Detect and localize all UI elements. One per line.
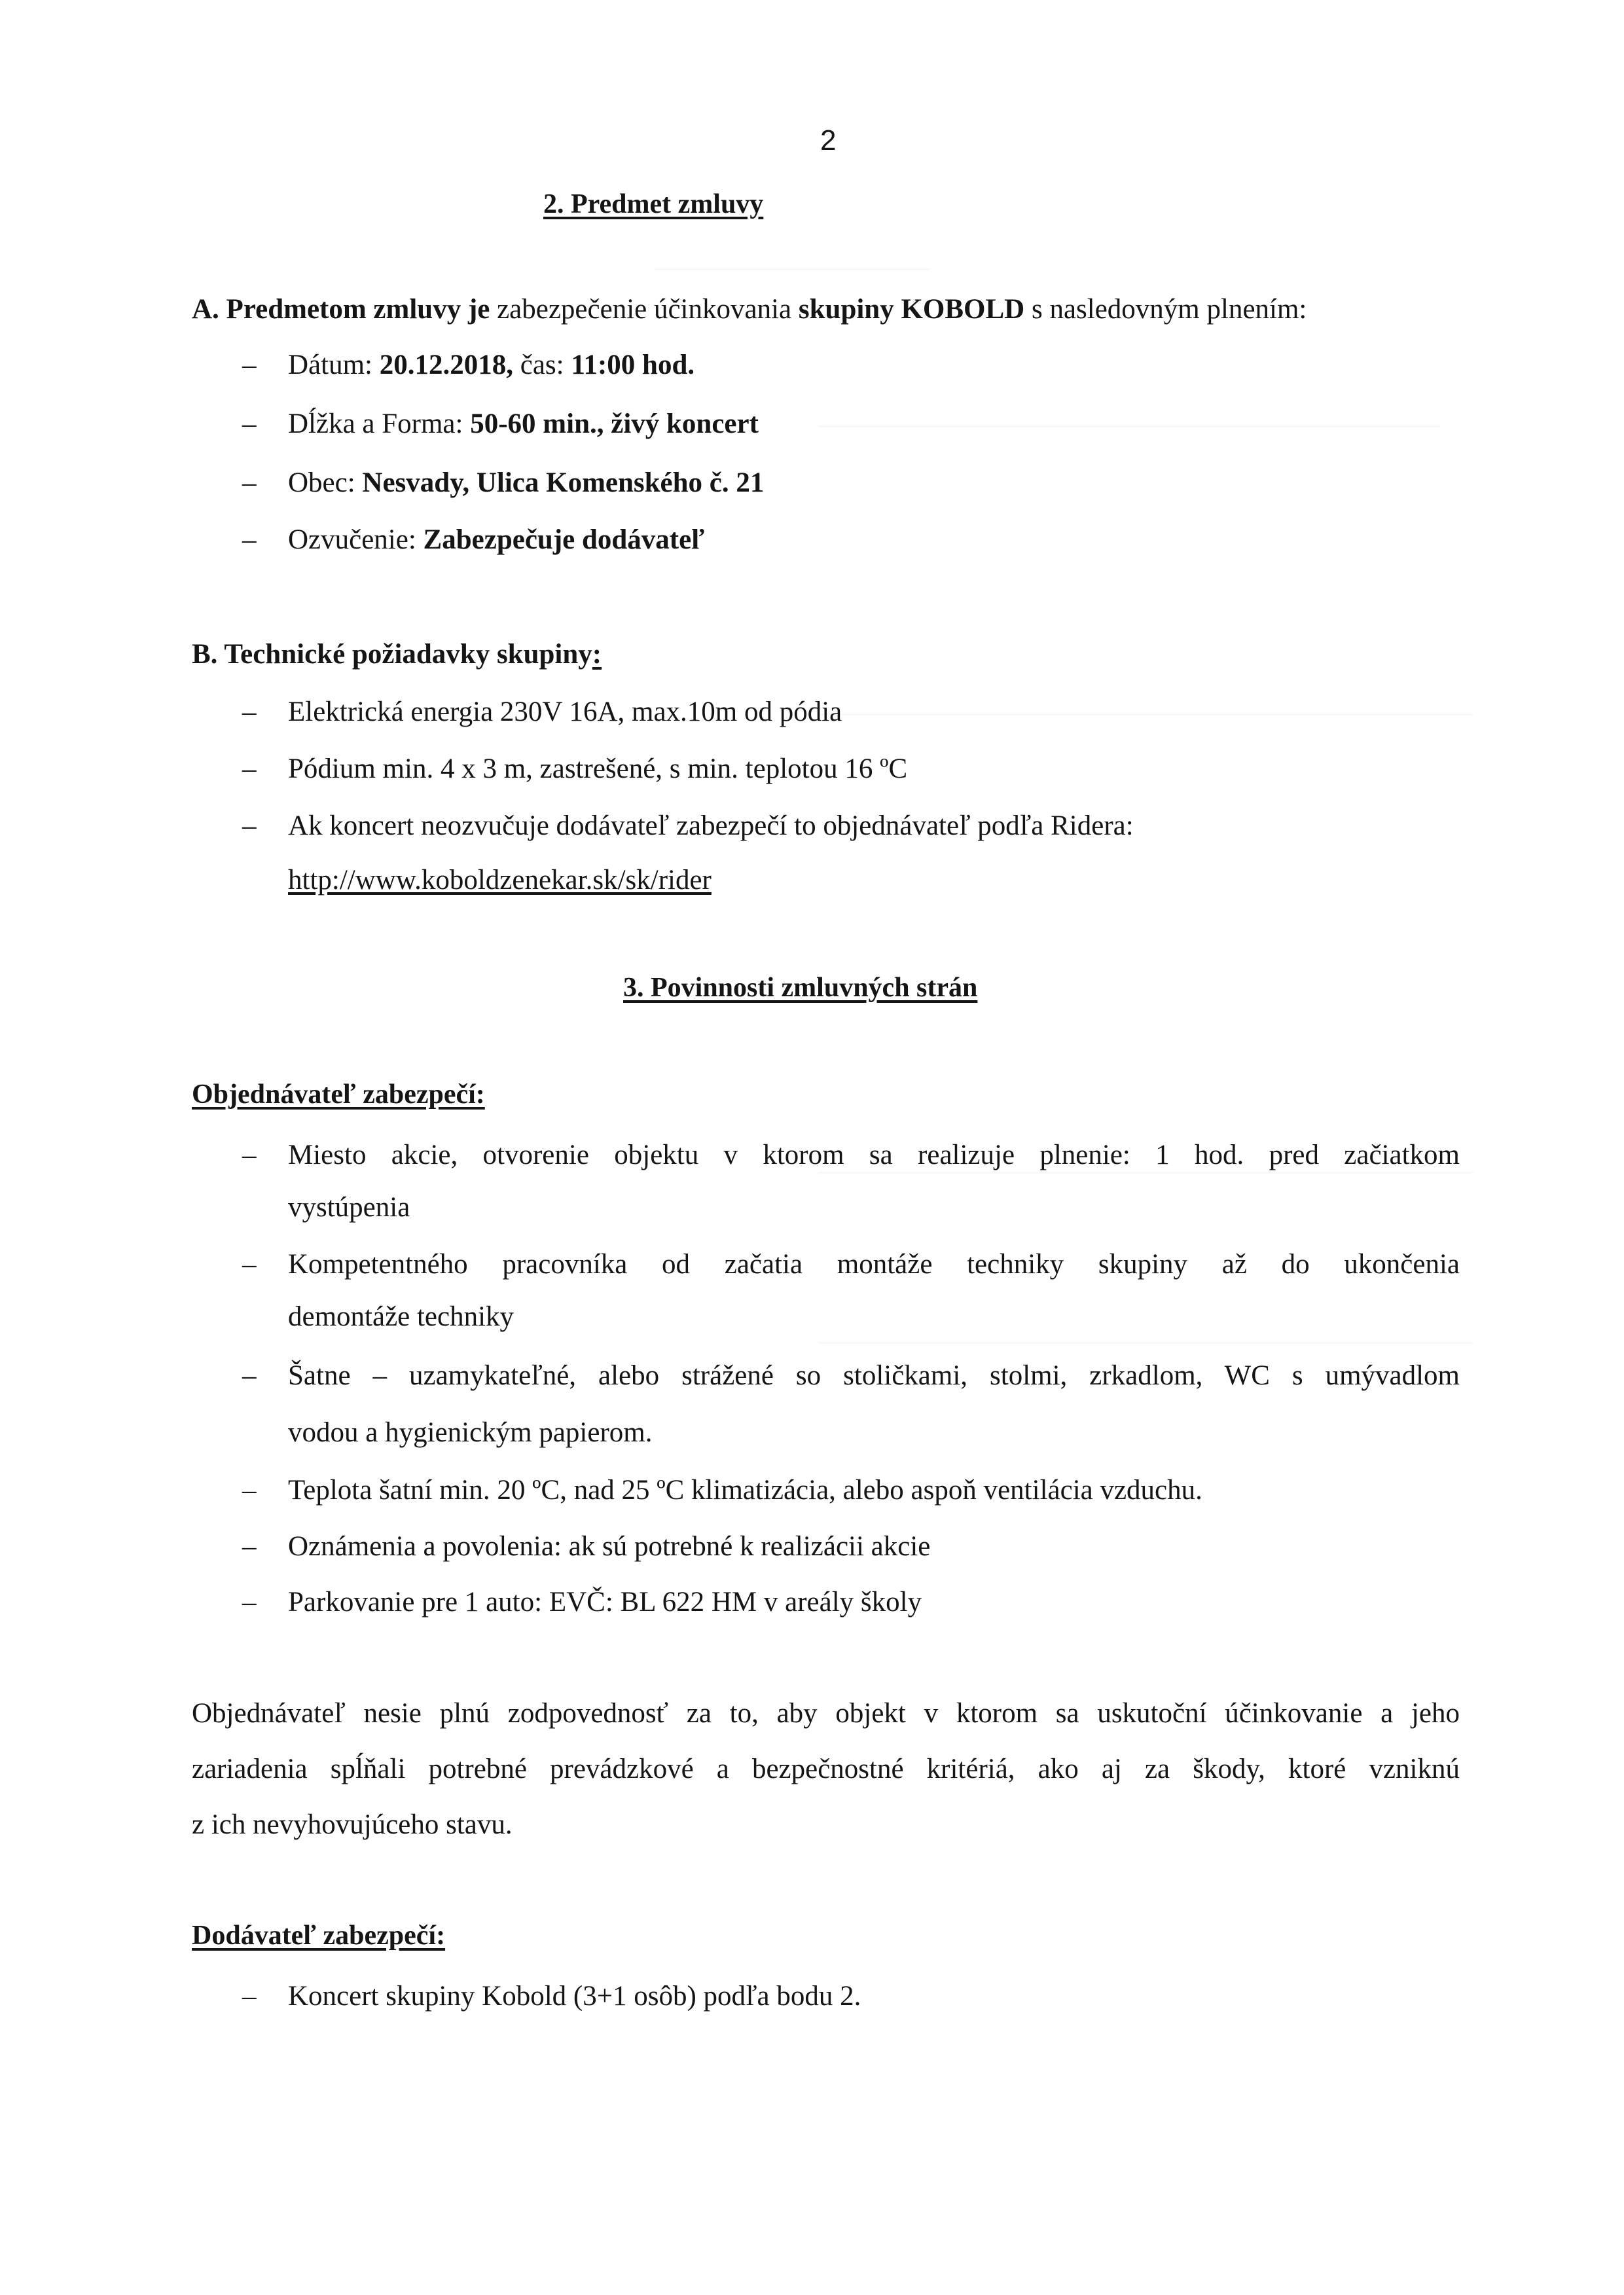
rider-link[interactable]: http://www.koboldzenekar.sk/sk/rider — [288, 865, 712, 895]
item-text: Parkovanie pre 1 auto: EVČ: BL 622 HM v areály školy — [288, 1587, 922, 1617]
dash-bullet: – — [242, 696, 257, 727]
scan-show-through — [818, 1172, 1473, 1174]
dash-bullet: – — [242, 467, 257, 498]
responsibility-line2: zariadenia spĺňali potrebné prevádzkové a bezpečnostné kritériá, ako aj za škody, ktoré vzniknú — [192, 1754, 1460, 1784]
supplier-heading: Dodávateľ zabezpečí: — [192, 1921, 446, 1951]
item-text-line2: vodou a hygienickým papierom. — [288, 1417, 653, 1448]
item-label: Dátum: — [288, 350, 380, 380]
scan-show-through — [818, 714, 1473, 715]
scan-show-through — [655, 268, 929, 270]
item-text: Koncert skupiny Kobold (3+1 osôb) podľa bodu 2. — [288, 1981, 861, 2012]
item-text-line1: Šatne – uzamykateľné, alebo strážené so stoličkami, stolmi, zrkadlom, WC s umývadlom — [288, 1360, 1460, 1391]
item-text: Oznámenia a povolenia: ak sú potrebné k realizácii akcie — [288, 1531, 931, 1562]
dash-bullet: – — [242, 1249, 257, 1280]
responsibility-line1: Objednávateľ nesie plnú zodpovednosť za to, aby objekt v ktorom sa uskutoční účinkovanie a jeho — [192, 1698, 1460, 1729]
item-text-line2: vystúpenia — [288, 1192, 410, 1223]
section-a-text: zabezpečenie účinkovania — [490, 294, 799, 325]
item-label: čas: — [513, 350, 571, 380]
section-a-suffix: s nasledovným plnením: — [1024, 294, 1307, 325]
item-text: Pódium min. 4 x 3 m, zastrešené, s min. teplotou 16 ºC — [288, 753, 908, 784]
dash-bullet: – — [242, 408, 257, 439]
page-number: 2 — [820, 124, 837, 156]
scan-show-through — [818, 425, 1440, 427]
responsibility-line3: z ich nevyhovujúceho stavu. — [192, 1809, 513, 1840]
item-value: Zabezpečuje dodávateľ — [423, 524, 705, 555]
dash-bullet: – — [242, 1360, 257, 1391]
section-a-intro — [192, 293, 1307, 325]
dash-bullet: – — [242, 350, 257, 380]
item-text-line1: Miesto akcie, otvorenie objektu v ktorom sa realizuje plnenie: 1 hod. pred začiatkom — [288, 1140, 1460, 1170]
section-3-title: 3. Povinnosti zmluvných strán — [623, 973, 978, 1003]
dash-bullet: – — [242, 1531, 257, 1562]
dash-bullet: – — [242, 1475, 257, 1506]
item-text: Teplota šatní min. 20 ºC, nad 25 ºC klimatizácia, alebo aspoň ventilácia vzduchu. — [288, 1475, 1202, 1506]
dash-bullet: – — [242, 753, 257, 784]
section-b-title: B. Technické požiadavky skupiny: — [192, 639, 602, 670]
section-a-label: A. Predmetom zmluvy je — [192, 294, 490, 325]
customer-heading: Objednávateľ zabezpečí: — [192, 1079, 485, 1110]
item-label: Obec: — [288, 467, 363, 498]
scan-show-through — [818, 1342, 1473, 1344]
item-value: 50-60 min., živý koncert — [470, 408, 759, 439]
item-label: Dĺžka a Forma: — [288, 408, 471, 439]
band-name: skupiny KOBOLD — [798, 294, 1025, 325]
item-value: 11:00 hod. — [571, 350, 695, 380]
item-text: Elektrická energia 230V 16A, max.10m od pódia — [288, 696, 842, 727]
dash-bullet: – — [242, 524, 257, 555]
dash-bullet: – — [242, 1140, 257, 1170]
item-label: Ozvučenie: — [288, 524, 424, 555]
dash-bullet: – — [242, 1587, 257, 1617]
item-text-line1: Kompetentného pracovníka od začatia montáže techniky skupiny až do ukončenia — [288, 1249, 1460, 1280]
item-text: Ak koncert neozvučuje dodávateľ zabezpečí to objednávateľ podľa Ridera: — [288, 810, 1134, 841]
dash-bullet: – — [242, 1981, 257, 2012]
item-value: Nesvady, Ulica Komenského č. 21 — [362, 467, 765, 498]
item-value: 20.12.2018, — [379, 350, 513, 380]
section-2-title: 2. Predmet zmluvy — [543, 189, 764, 219]
dash-bullet: – — [242, 810, 257, 841]
item-text-line2: demontáže techniky — [288, 1301, 514, 1332]
